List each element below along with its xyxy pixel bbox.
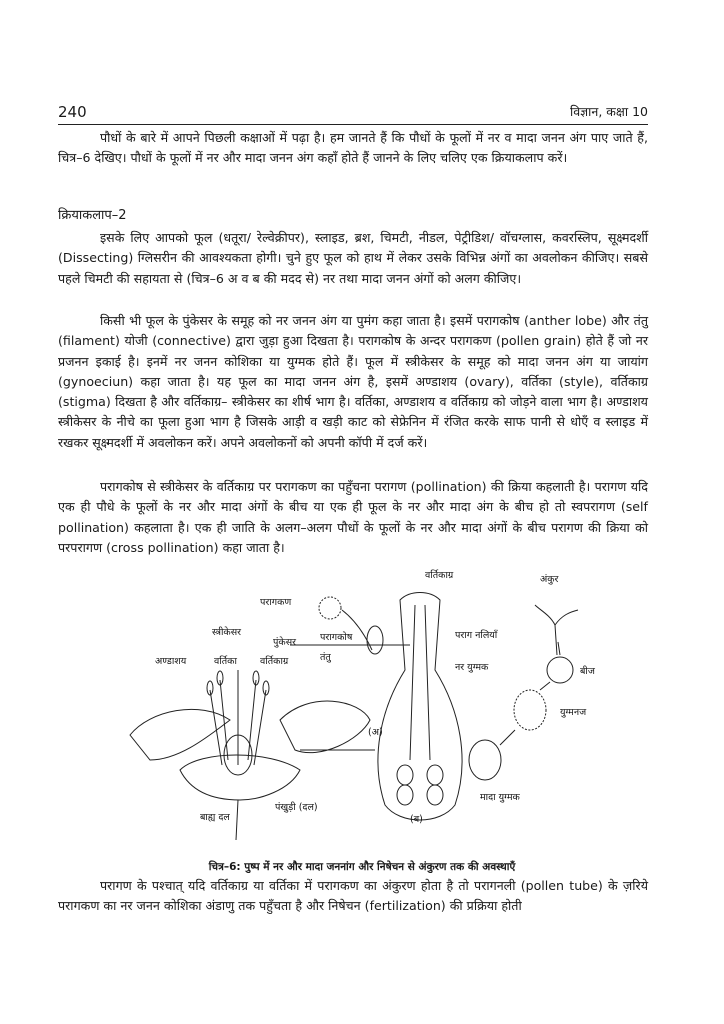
running-head: विज्ञान, कक्षा 10	[569, 104, 648, 119]
label-male-gamete: नर युग्मक	[455, 662, 489, 673]
figure-caption: चित्र–6: पुष्प में नर और मादा जननांग और निषेचन से अंकुरण तक की अवस्थाएँ	[208, 861, 516, 873]
flower-diagram	[110, 560, 670, 850]
label-ovary: अण्डाशय	[155, 656, 187, 667]
label-anther: परागकोष	[320, 632, 353, 643]
label-stigma: वर्तिकाग्र	[260, 656, 289, 667]
pistil-section	[378, 593, 462, 821]
paragraph-pollination: परागकोष से स्त्रीकेसर के वर्तिकाग्र पर परागकण का पहुँचना परागण (pollination) की क्रिया कहलाती है। परागण यदि एक ही पौधे के फूलों के नर और मादा अंगों के बीच या एक ही फूल के नर और मादा अंग के बीच हो तो स्वपरागण (self pollination) कहलाता है। एक ही जाति के अलग–अलग पौधों के फूलों के नर और मादा अंगों के बीच परागण की क्रिया को परपरागण (cross pollination) कहा जाता है।	[58, 479, 648, 555]
activity-heading: क्रियाकलाप–2	[58, 208, 127, 223]
flower-base	[180, 755, 300, 800]
label-pistil: स्त्रीकेसर	[212, 627, 242, 638]
pollen-grain	[319, 597, 341, 619]
figure-6	[110, 560, 670, 850]
label-sepal: बाह्य दल	[200, 812, 230, 823]
label-sprout: अंकुर	[540, 574, 559, 585]
label-petal: पंखुड़ी (दल)	[275, 802, 318, 813]
label-filament: तंतु	[320, 652, 331, 663]
paragraph-reproductive-parts: किसी भी फूल के पुंकेसर के समूह को नर जनन अंग या पुमंग कहा जाता है। इसमें परागकोष (anther lobe) और तंतु (filament) योजी (connective) द्वारा जुड़ा हुआ दिखता है। परागकोष के अन्दर परागकण (pollen grain) होते हैं जो नर प्रजनन इकाई है। इनमें नर जनन कोशिका या युग्मक होते हैं। फूल में स्त्रीकेसर के समूह को मादा जनन अंग या जायांग (gynoeciun) कहा जाता है। यह फूल का मादा जनन अंग है, इसमें अण्डाशय (ovary), वर्तिका (style), वर्तिकाग्र (stigma) दिखता है और वर्तिकाग्र– स्त्रीकेसर का शीर्ष भाग है। वर्तिका, अण्डाशय व वर्तिकाग्र को जोड़ने वाला भाग है। अण्डाशय स्त्रीकेसर के नीचे का फूला हुआ भाग है जिसके आड़ी व खड़ी काट को सेफ्रेनिन में रंजित करके साफ पानी से धोएँ व स्लाइड में रखकर सूक्ष्मदर्शी में अवलोकन करें। अपने अवलोकनों को अपनी कॉपी में दर्ज करें।	[58, 313, 648, 450]
label-pollen-grain: परागकण	[260, 597, 292, 608]
label-pollen-tubes: पराग नलियाँ	[455, 630, 498, 641]
label-seed: बीज	[580, 666, 595, 677]
seedling	[535, 605, 578, 655]
page-number: 240	[58, 103, 87, 121]
label-style: वर्तिका	[214, 656, 237, 667]
label-zygote: युग्मनज	[560, 707, 587, 718]
label-female-gamete: मादा युग्मक	[480, 792, 520, 803]
zygote	[514, 690, 546, 730]
paragraph-materials: इसके लिए आपको फूल (धतूरा/ रेल्वेक्रीपर), स्लाइड, ब्रश, चिमटी, नीडल, पेट्रीडिश/ वॉचग्लास, कवरस्लिप, सूक्ष्मदर्शी (Dissecting) ग्लिसरीन की आवश्यकता होगी। चुने हुए फूल को हाथ में लेकर उसके विभिन्न अंगों का अवलोकन कीजिए। सबसे पहले चिमटी की सहायता से (चित्र–6 अ व ब की मदद से) नर तथा मादा जनन अंगों को अलग कीजिए।	[58, 230, 648, 286]
seed	[547, 657, 573, 683]
ovule-fertilization	[469, 740, 501, 780]
paragraph-fertilization: परागण के पश्चात् यदि वर्तिकाग्र या वर्तिका में परागकण का अंकुरण होता है तो परागनली (pollen tube) के ज़रिये परागकण का नर जनन कोशिका अंडाणु तक पहुँचता है और निषेचन (fertilization) की प्रक्रिया होती	[58, 878, 648, 914]
label-b: (ब)	[410, 814, 423, 825]
label-stigma-top: वर्तिकाग्र	[425, 570, 454, 581]
stalk	[236, 800, 238, 840]
petal-left	[130, 709, 230, 760]
anther-lobe	[367, 626, 383, 654]
label-stamen: पुंकेसर	[273, 637, 296, 648]
header-rule	[58, 124, 648, 125]
petal-right	[280, 701, 370, 753]
paragraph-intro: पौधों के बारे में आपने पिछली कक्षाओं में पढ़ा है। हम जानते हैं कि पौधों के फूलों में नर व मादा जनन अंग पाए जाते हैं, चित्र–6 देखिए। पौधों के फूलों में नर और मादा जनन अंग कहाँ होते हैं जानने के लिए चलिए एक क्रियाकलाप करें।	[58, 130, 648, 166]
label-a: (अ)	[368, 727, 383, 738]
